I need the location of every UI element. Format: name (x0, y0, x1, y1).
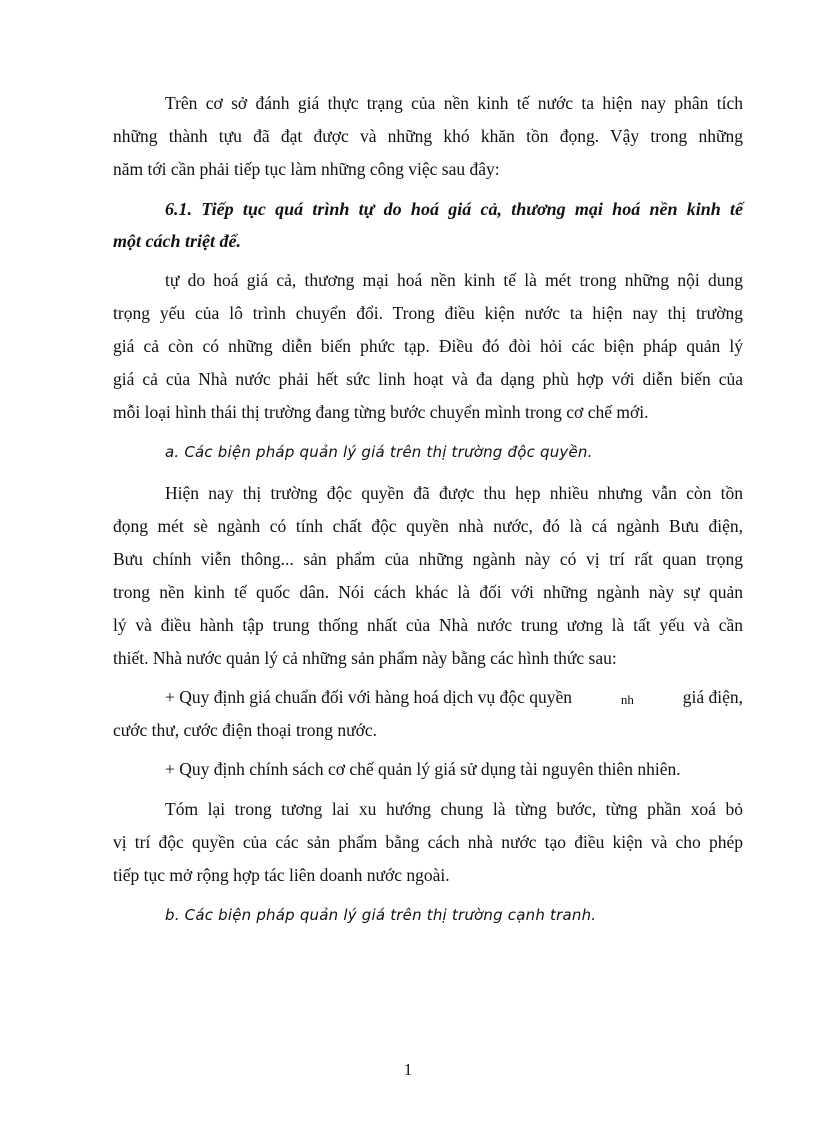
paragraph-monopoly-line-3: Bưu chính viễn thông... sản phẩm của những ngành này có vị trí rất quan trọng (113, 549, 743, 569)
bullet-natural-resources: + Quy định chính sách cơ chế quản lý giá sử dụng tài nguyên thiên nhiên. (165, 759, 681, 779)
subheading-monopoly-market: a. Các biện pháp quản lý giá trên thị trường độc quyền. (165, 443, 593, 461)
paragraph-liberalization-line-1: tự do hoá giá cả, thương mại hoá nền kinh tế là mét trong những nội dung (165, 270, 743, 290)
page-number: 1 (403, 1060, 413, 1079)
section-heading-6-1-line-1: 6.1. Tiếp tục quá trình tự do hoá giá cả, thương mại hoá nền kinh tế (165, 199, 743, 219)
paragraph-monopoly-line-1: Hiện nay thị trường độc quyền đã được thu hẹp nhiều nhưng vẫn còn tồn (165, 483, 743, 503)
paragraph-monopoly-line-6: thiết. Nhà nước quản lý cả những sản phẩm này bằng các hình thức sau: (113, 648, 617, 668)
paragraph-liberalization-line-3: giá cả còn có những diễn biến phức tạp. Điều đó đòi hỏi các biện pháp quản lý (113, 336, 743, 356)
subheading-competitive-market: b. Các biện pháp quản lý giá trên thị trường cạnh tranh. (165, 906, 597, 924)
paragraph-intro-line-3: năm tới cần phải tiếp tục làm những công việc sau đây: (113, 159, 500, 179)
paragraph-monopoly-line-4: trong nền kinh tế quốc dân. Nói cách khác là đối với những ngành này sự quản (113, 582, 743, 602)
bullet-standard-price-end: giá điện, (682, 687, 743, 707)
paragraph-intro-line-1: Trên cơ sở đánh giá thực trạng của nền kinh tế nước ta hiện nay phân tích (165, 93, 743, 113)
paragraph-liberalization-line-5: mỗi loại hình thái thị trường đang từng bước chuyển mình trong cơ chế mới. (113, 402, 649, 422)
bullet-standard-price-line-2: cước thư, cước điện thoại trong nước. (113, 720, 377, 740)
bullet-standard-price-line-1 (165, 685, 743, 709)
bullet-standard-price-small-fragment: nh (620, 692, 634, 707)
paragraph-summary-line-1: Tóm lại trong tương lai xu hướng chung là từng bước, từng phần xoá bỏ (165, 799, 743, 819)
paragraph-intro-line-2: những thành tựu đã đạt được và những khó khăn tồn đọng. Vậy trong những (113, 126, 743, 146)
section-heading-6-1-line-2: một cách triệt để. (113, 231, 241, 251)
paragraph-monopoly-line-2: đọng mét sè ngành có tính chất độc quyền nhà nước, đó là cá ngành Bưu điện, (113, 516, 743, 536)
paragraph-monopoly-line-5: lý và điều hành tập trung thống nhất của Nhà nước trung ương là tất yếu và cần (113, 615, 743, 635)
paragraph-liberalization-line-4: giá cả của Nhà nước phải hết sức linh hoạt và đa dạng phù hợp với diễn biến của (113, 369, 743, 389)
bullet-standard-price-text: + Quy định giá chuẩn đối với hàng hoá dịch vụ độc quyền (165, 687, 572, 707)
paragraph-summary-line-3: tiếp tục mở rộng hợp tác liên doanh nước ngoài. (113, 865, 450, 885)
paragraph-summary-line-2: vị trí độc quyền của các sản phẩm bằng cách nhà nước tạo điều kiện và cho phép (113, 832, 743, 852)
paragraph-liberalization-line-2: trọng yếu của lô trình chuyển đổi. Trong điều kiện nước ta hiện nay thị trường (113, 303, 743, 323)
